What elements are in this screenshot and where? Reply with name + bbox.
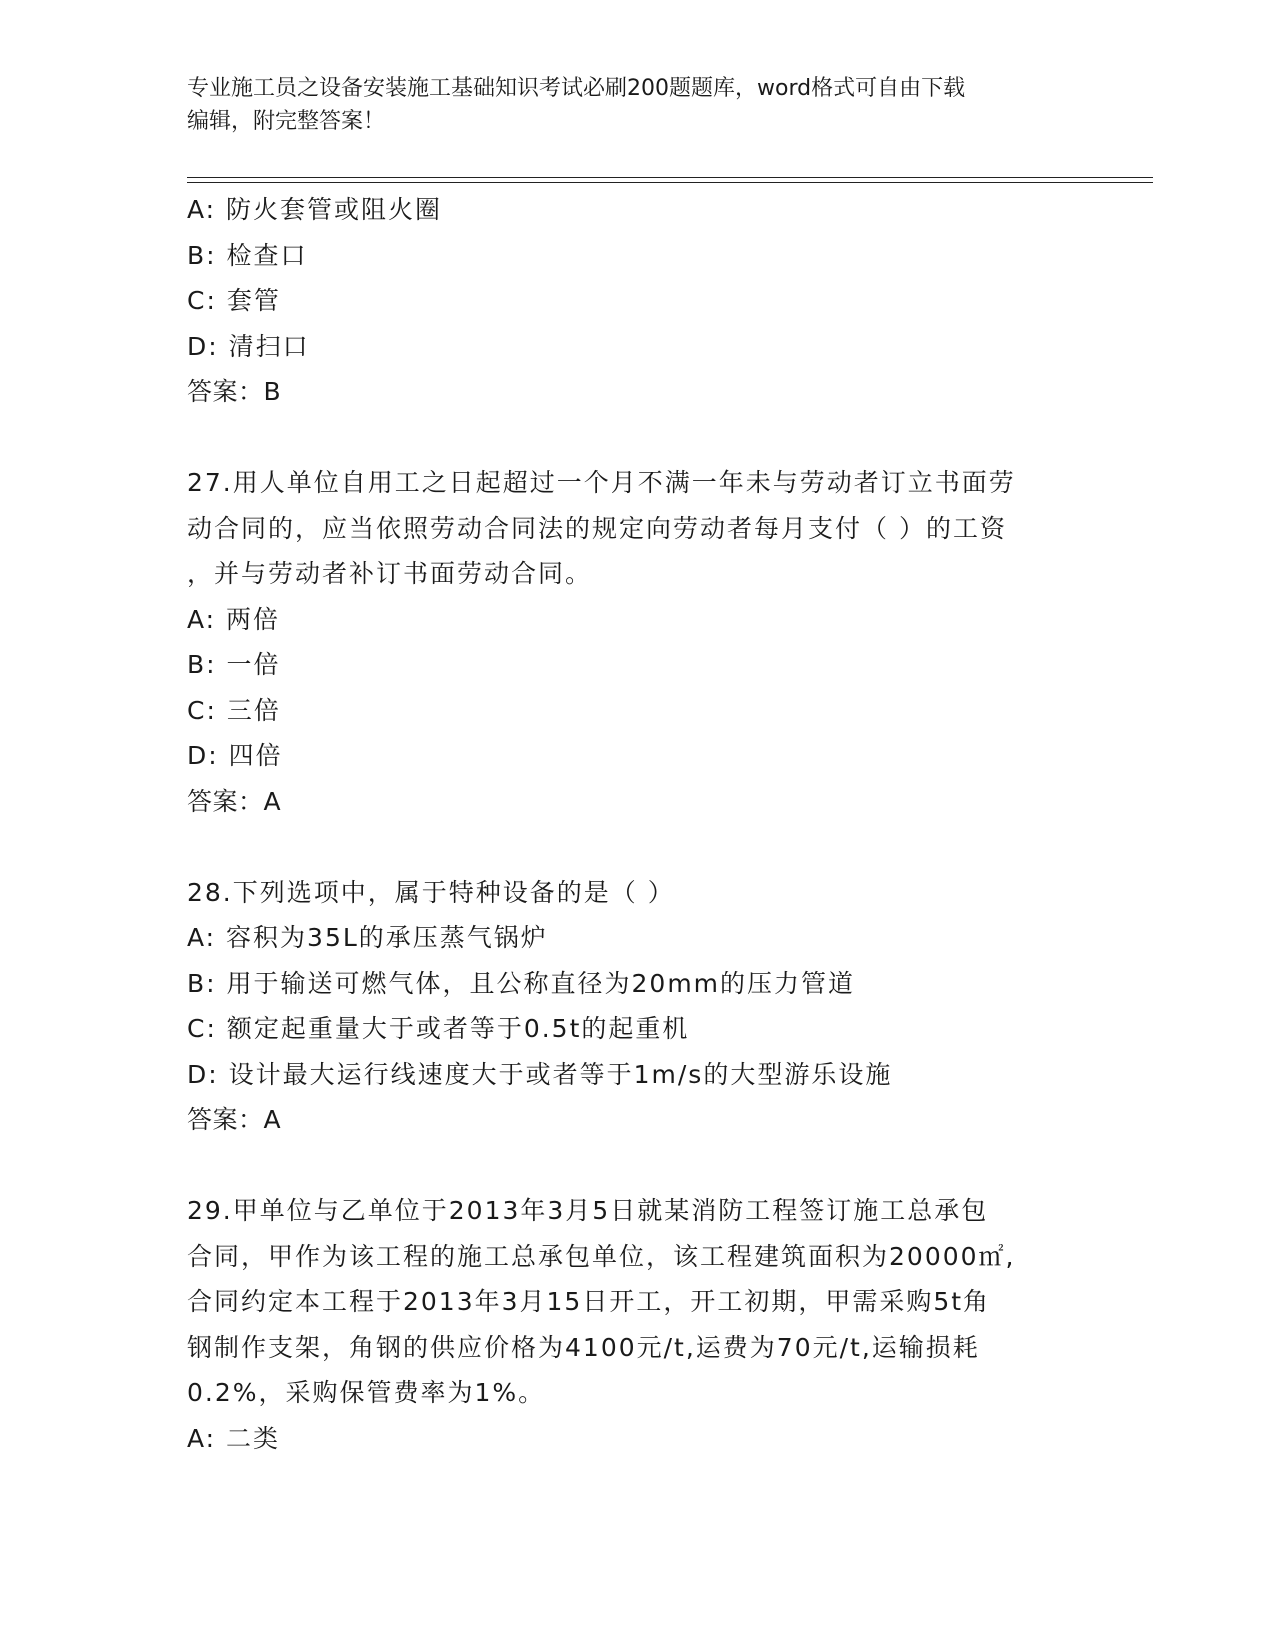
document-header	[187, 72, 1087, 138]
spacer	[187, 415, 1087, 461]
option-c: C: 套管	[187, 286, 281, 315]
header-divider-bottom	[187, 182, 1153, 183]
option-c: C: 三倍	[187, 695, 281, 725]
option-d: D: 四倍	[187, 741, 283, 770]
option-d: D: 清扫口	[187, 331, 310, 361]
question-stem-line: 0.2%，采购保管费率为1%。	[187, 1378, 546, 1407]
header-divider-top	[187, 177, 1153, 178]
question-28	[187, 870, 1087, 1143]
option-a: A: 防火套管或阻火圈	[187, 195, 443, 224]
question-stem-line: 动合同的，应当依照劳动合同法的规定向劳动者每月支付（ ）的工资	[187, 513, 1007, 543]
question-stem-line: ，并与劳动者补订书面劳动合同。	[187, 559, 593, 588]
option-c: C: 额定起重量大于或者等于0.5t的起重机	[187, 1014, 690, 1043]
header-line-1: 专业施工员之设备安装施工基础知识考试必刷200题题库，word格式可自由下载	[187, 76, 966, 101]
answer: 答案：A	[187, 1105, 282, 1134]
option-a: A: 两倍	[187, 604, 281, 634]
option-b: B: 用于输送可燃气体，且公称直径为20mm的压力管道	[187, 968, 856, 998]
spacer	[187, 824, 1087, 870]
answer: 答案：B	[187, 377, 282, 406]
option-b: B: 一倍	[187, 650, 281, 679]
question-stem-line: 合同，甲作为该工程的施工总承包单位，该工程建筑面积为20000㎡,	[187, 1241, 1016, 1271]
question-list	[187, 187, 1087, 1461]
question-stem-line: 27.用人单位自用工之日起超过一个月不满一年未与劳动者订立书面劳	[187, 468, 1016, 497]
option-a: A: 二类	[187, 1423, 281, 1453]
option-d: D: 设计最大运行线速度大于或者等于1m/s的大型游乐设施	[187, 1059, 893, 1089]
header-line-2: 编辑，附完整答案！	[187, 109, 386, 134]
question-26	[187, 187, 1087, 415]
option-a: A: 容积为35L的承压蒸气锅炉	[187, 923, 548, 952]
question-29	[187, 1188, 1087, 1461]
question-stem-line: 29.甲单位与乙单位于2013年3月5日就某消防工程签订施工总承包	[187, 1196, 989, 1225]
spacer	[187, 1143, 1087, 1189]
question-stem-line: 钢制作支架，角钢的供应价格为4100元/t,运费为70元/t,运输损耗	[187, 1332, 980, 1362]
option-b: B: 检查口	[187, 240, 308, 270]
question-stem-line: 28.下列选项中，属于特种设备的是（ ）	[187, 877, 675, 907]
question-27	[187, 460, 1087, 824]
question-stem-line: 合同约定本工程于2013年3月15日开工，开工初期，甲需采购5t角	[187, 1287, 991, 1316]
answer: 答案：A	[187, 786, 282, 816]
